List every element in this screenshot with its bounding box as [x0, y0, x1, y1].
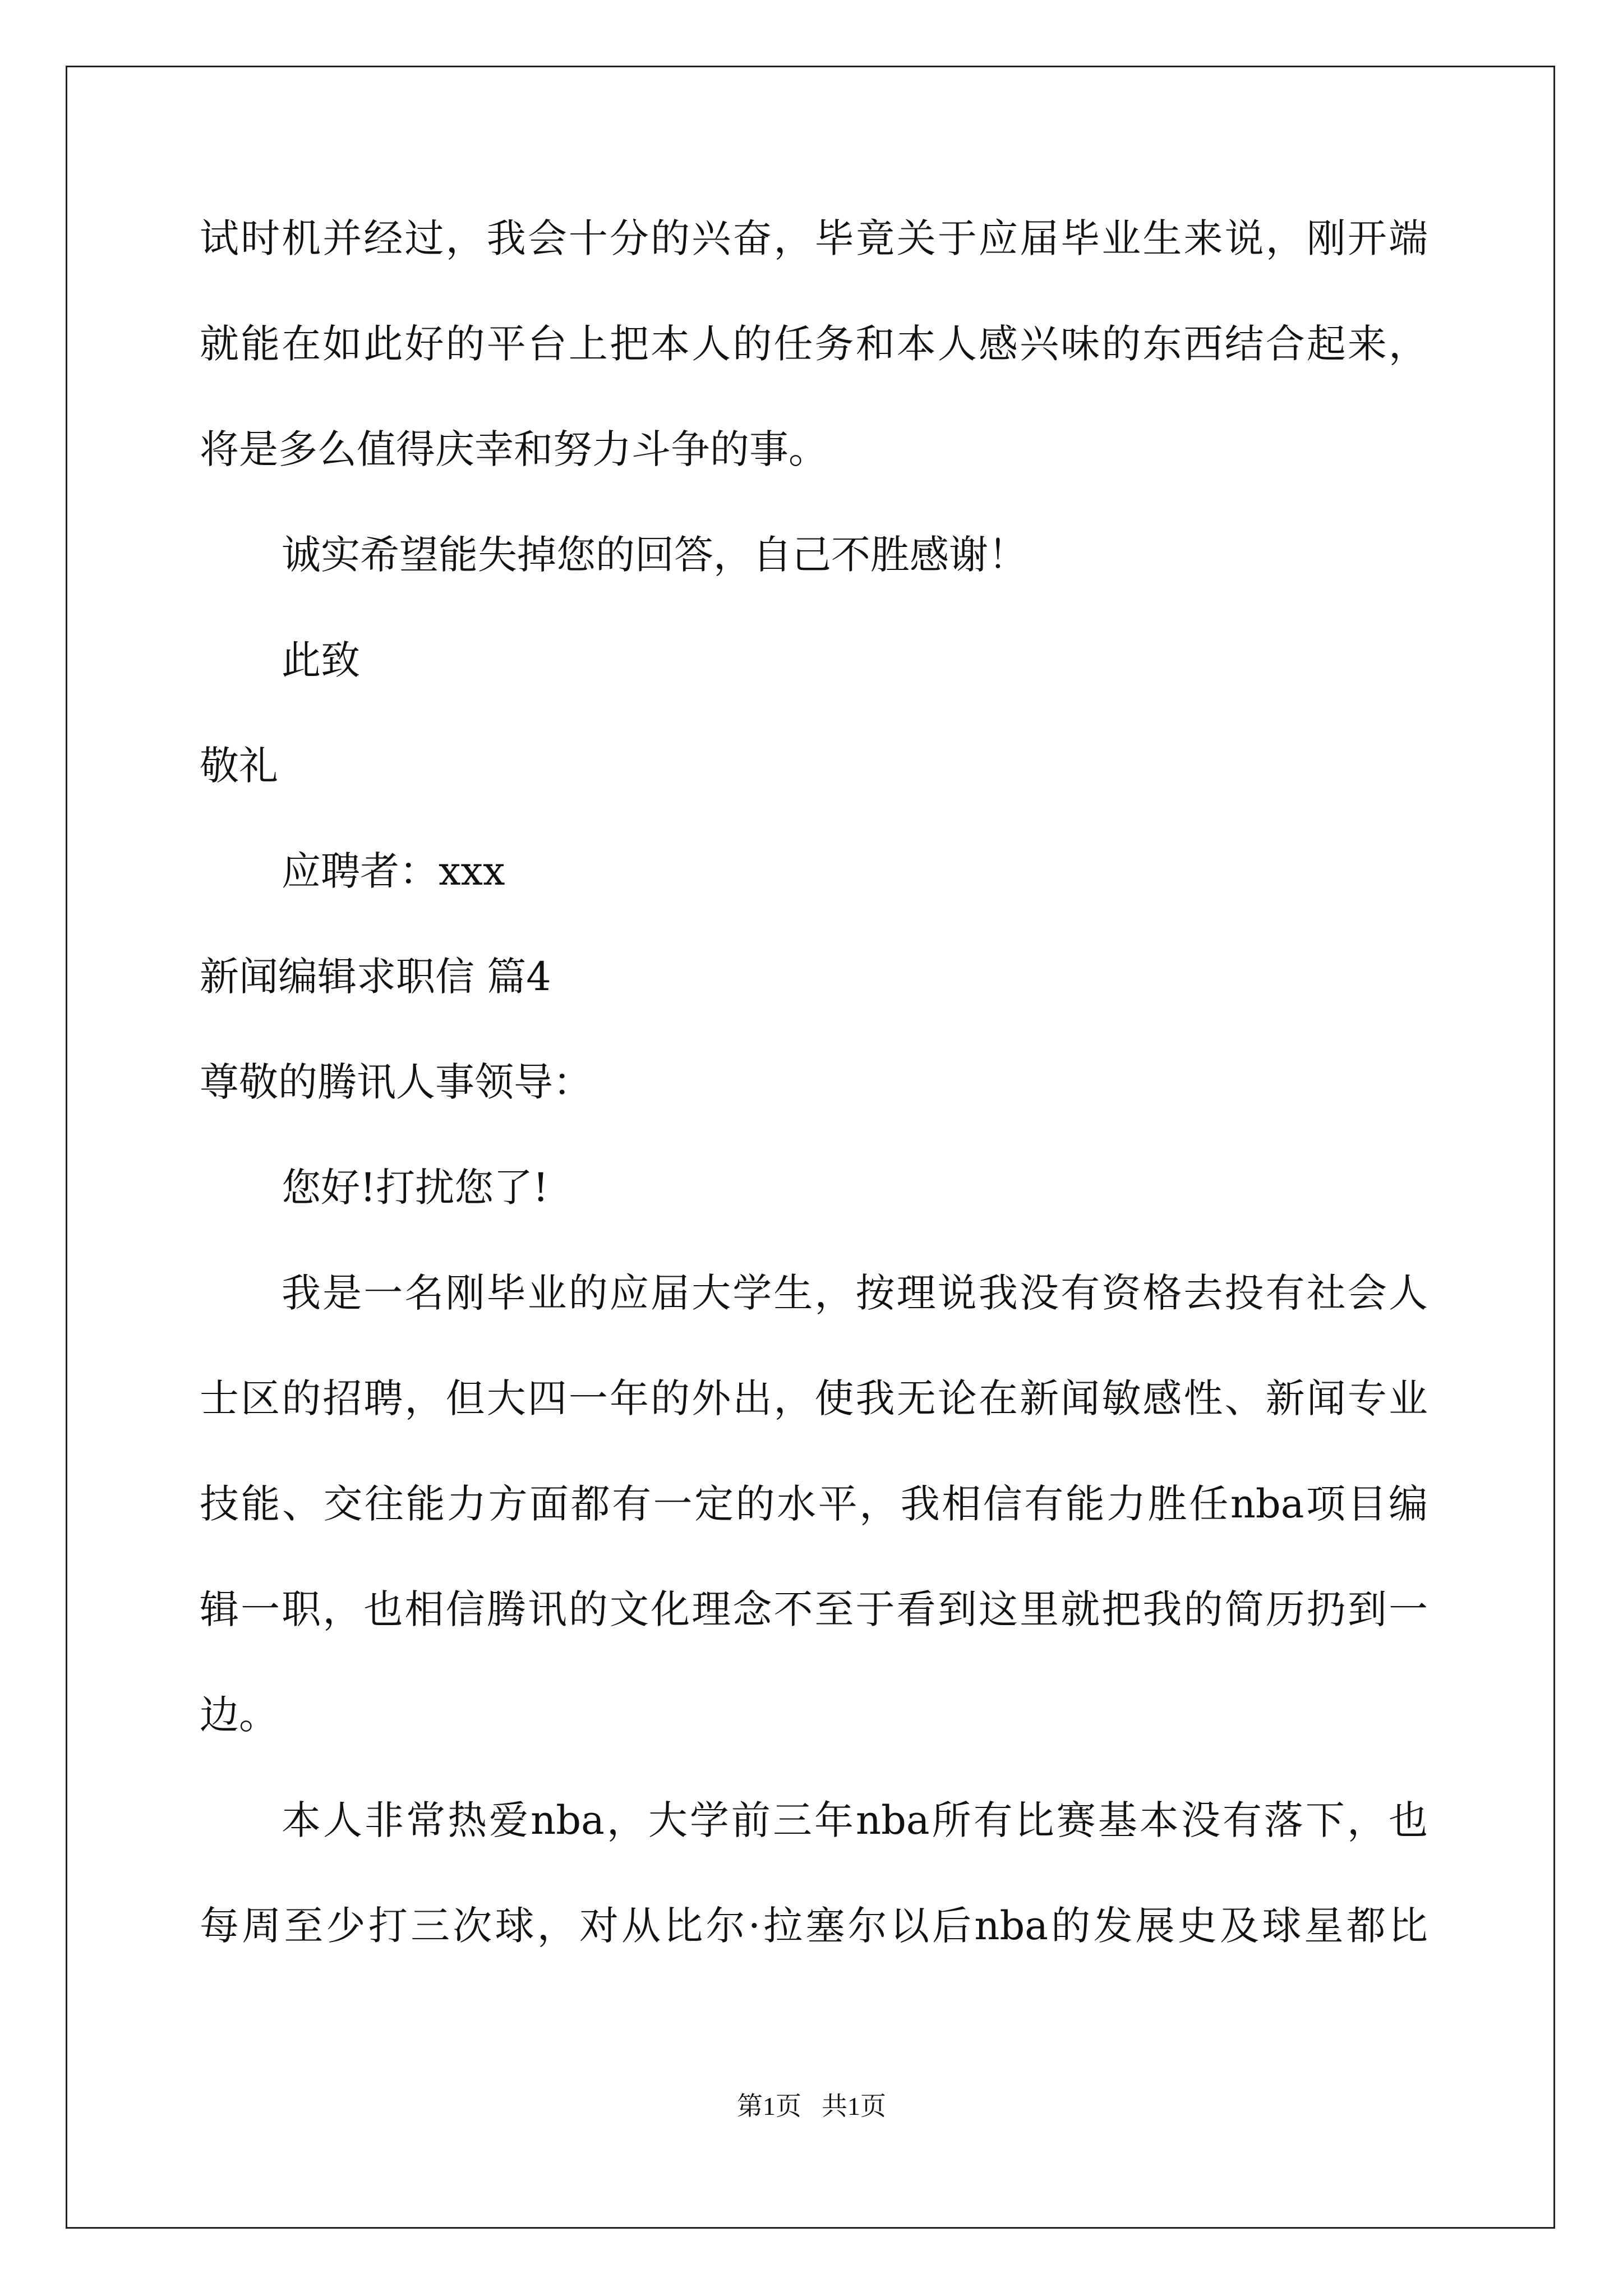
text-line: 将是多么值得庆幸和努力斗争的事。 — [200, 426, 828, 472]
section-heading: 新闻编辑求职信 篇4 — [200, 954, 551, 1000]
text-line: 您好!打扰您了! — [282, 1165, 549, 1211]
text-line: 辑一职，也相信腾讯的文化理念不至于看到这里就把我的简历扔到一 — [200, 1586, 1428, 1632]
text-line: 边。 — [200, 1692, 278, 1738]
page-number: 第1页 — [737, 2092, 801, 2120]
text-line: 试时机并经过，我会十分的兴奋，毕竟关于应届毕业生来说，刚开端 — [200, 215, 1428, 261]
text-line: 本人非常热爱nba，大学前三年nba所有比赛基本没有落下，也 — [282, 1797, 1428, 1843]
closing-salutation: 此致 — [282, 637, 360, 683]
applicant-signature: 应聘者：xxx — [282, 848, 505, 894]
text-line: 技能、交往能力方面都有一定的水平，我相信有能力胜任nba项目编 — [200, 1481, 1428, 1527]
page-total: 共1页 — [822, 2092, 886, 2120]
text-line: 每周至少打三次球，对从比尔·拉塞尔以后nba的发展史及球星都比 — [200, 1903, 1428, 1949]
text-line: 士区的招聘，但大四一年的外出，使我无论在新闻敏感性、新闻专业 — [200, 1375, 1428, 1421]
page-footer — [0, 2090, 1623, 2123]
text-line: 就能在如此好的平台上把本人的任务和本人感兴味的东西结合起来， — [200, 321, 1428, 367]
text-line: 诚实希望能失掉您的回答，自己不胜感谢！ — [282, 532, 1027, 578]
text-line: 我是一名刚毕业的应届大学生，按理说我没有资格去投有社会人 — [282, 1270, 1428, 1316]
closing-regards: 敬礼 — [200, 743, 278, 789]
letter-greeting: 尊敬的腾讯人事领导： — [200, 1059, 592, 1105]
